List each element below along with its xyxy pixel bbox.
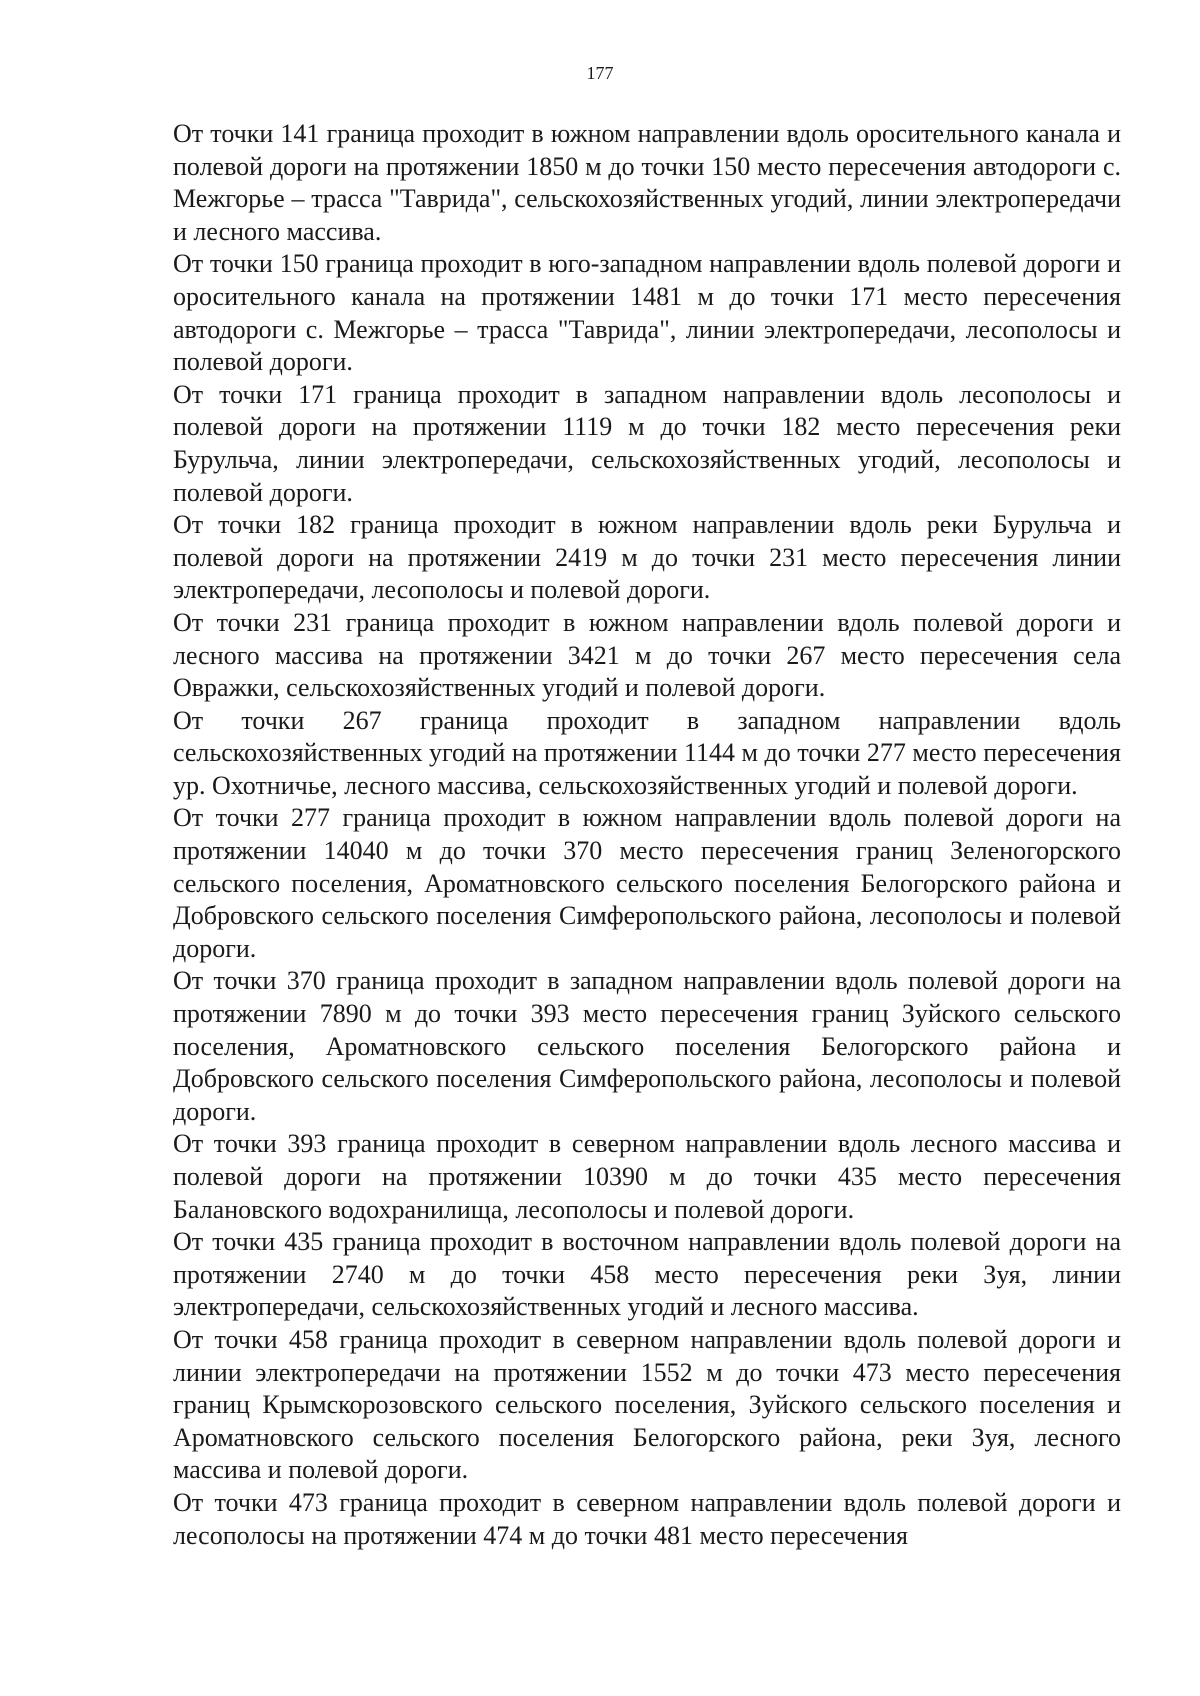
paragraph: От точки 393 граница проходит в северном направлении вдоль лесного массива и полевой дороги на протяжении 10390 м до точки 435 место пересечения Балановского водохранилища, лесополосы и полевой дороги. xyxy=(173,1129,1121,1224)
paragraph: От точки 458 граница проходит в северном направлении вдоль полевой дороги и линии электропередачи на протяжении 1552 м до точки 473 место пересечения границ Крымскорозовского сельского поселения, Зуйского сельского поселения и Ароматновского сельского поселения Белогорского района, реки Зуя, лесного массива и полевой дороги. xyxy=(173,1324,1121,1485)
paragraph: От точки 370 граница проходит в западном направлении вдоль полевой дороги на протяжении 7890 м до точки 393 место пересечения границ Зуйского сельского поселения, Ароматновского сельского поселения Белогорского района и Добровского сельского поселения Симферопольского района, лесополосы и полевой дороги. xyxy=(173,966,1121,1126)
document-body xyxy=(173,118,1121,1552)
paragraph: От точки 150 граница проходит в юго-западном направлении вдоль полевой дороги и оросительного канала на протяжении 1481 м до точки 171 место пересечения автодороги с. Межгорье – трасса "Таврида", линии электропередачи, лесополосы и полевой дороги. xyxy=(173,249,1121,377)
paragraph: От точки 141 граница проходит в южном направлении вдоль оросительного канала и полевой дороги на протяжении 1850 м до точки 150 место пересечения автодороги с. Межгорье – трасса "Таврида", сельскохозяйственных угодий, линии электропередачи и лесного массива. xyxy=(173,119,1121,246)
page-number: 177 xyxy=(586,63,614,83)
paragraph: От точки 435 граница проходит в восточном направлении вдоль полевой дороги на протяжении 2740 м до точки 458 место пересечения реки Зуя, линии электропередачи, сельскохозяйственных угодий и лесного массива. xyxy=(173,1227,1121,1322)
paragraph: От точки 473 граница проходит в северном направлении вдоль полевой дороги и лесополосы на протяжении 474 м до точки 481 место пересечения xyxy=(173,1487,1121,1550)
paragraph: От точки 267 граница проходит в западном направлении вдоль сельскохозяйственных угодий на протяжении 1144 м до точки 277 место пересечения ур. Охотничье, лесного массива, сельскохозяйственных угодий и полевой дороги. xyxy=(173,705,1121,800)
paragraph: От точки 277 граница проходит в южном направлении вдоль полевой дороги на протяжении 14040 м до точки 370 место пересечения границ Зеленогорского сельского поселения, Ароматновского сельского поселения Белогорского района и Добровского сельского поселения Симферопольского района, лесополосы и полевой дороги. xyxy=(173,803,1121,963)
paragraph: От точки 171 граница проходит в западном направлении вдоль лесополосы и полевой дороги на протяжении 1119 м до точки 182 место пересечения реки Бурульча, линии электропередачи, сельскохозяйственных угодий, лесополосы и полевой дороги. xyxy=(173,379,1121,507)
paragraph: От точки 231 граница проходит в южном направлении вдоль полевой дороги и лесного массива на протяжении 3421 м до точки 267 место пересечения села Овражки, сельскохозяйственных угодий и полевой дороги. xyxy=(173,607,1121,703)
paragraph: От точки 182 граница проходит в южном направлении вдоль реки Бурульча и полевой дороги на протяжении 2419 м до точки 231 место пересечения линии электропередачи, лесополосы и полевой дороги. xyxy=(173,510,1121,605)
